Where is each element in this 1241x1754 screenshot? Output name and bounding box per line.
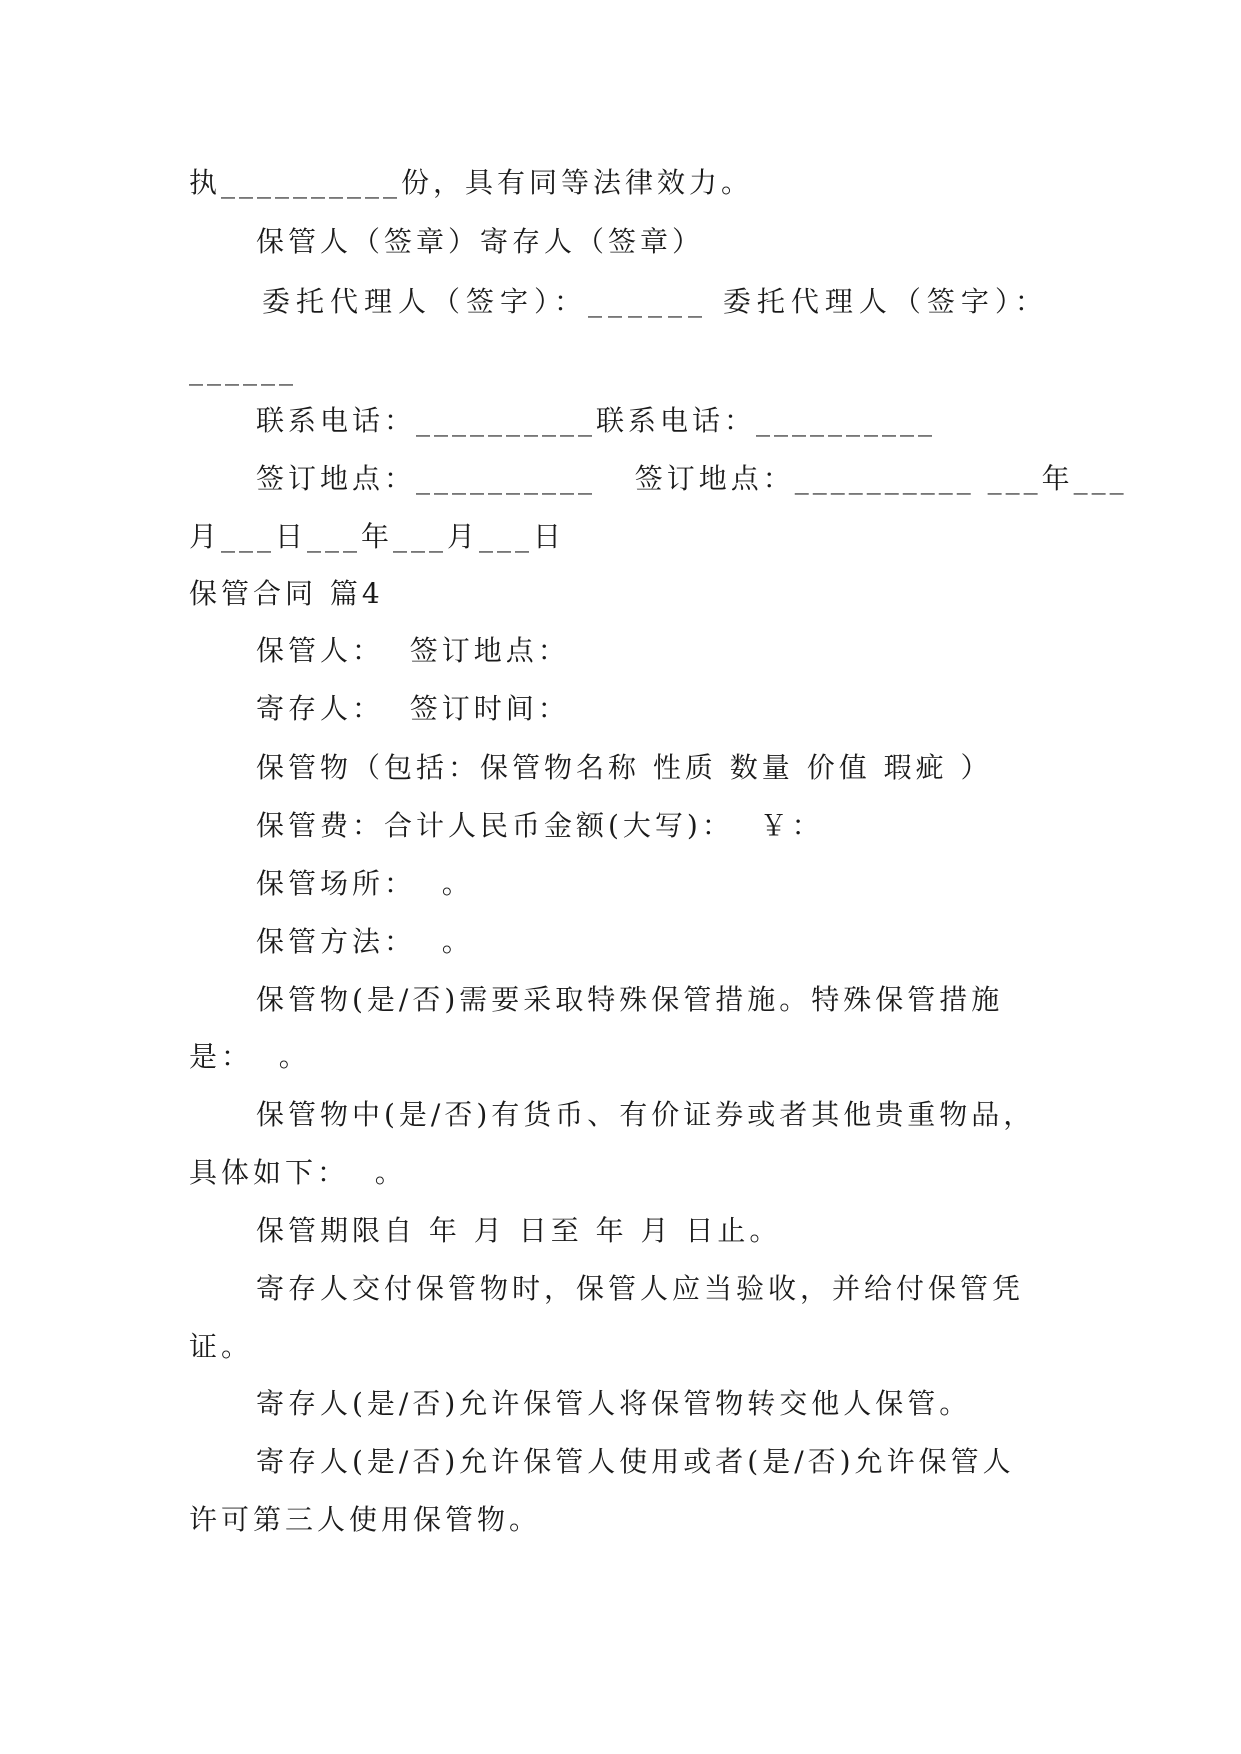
text-line: 保管物（包括：保管物名称 性质 数量 价值 瑕疵 ）	[256, 751, 993, 784]
text-line: 寄存人： 签订时间：	[256, 692, 570, 725]
text-line: 保管物中(是/否)有货币、有价证券或者其他贵重物品，	[256, 1098, 1036, 1131]
text-line: 委托代理人（签字）：______ 委托代理人（签字）：	[262, 285, 1049, 318]
text-line: 保管场所： 。	[256, 867, 474, 900]
section-heading: 保管合同 篇4	[189, 577, 384, 610]
text-line: 保管费：合计人民币金额(大写)： ￥：	[256, 809, 824, 842]
text-line: 证。	[189, 1330, 254, 1363]
text-line: 签订地点：__________ 签订地点：__________ ___年___	[256, 462, 1128, 495]
text-line: 许可第三人使用保管物。	[189, 1503, 542, 1536]
text-line: 具体如下： 。	[189, 1156, 407, 1189]
text-line: 保管方法： 。	[256, 925, 474, 958]
text-line: 保管物(是/否)需要采取特殊保管措施。特殊保管措施	[256, 983, 1004, 1016]
text-line: ______	[189, 353, 297, 386]
text-line: 月___日___年___月___日	[189, 520, 566, 553]
text-line: 寄存人交付保管物时，保管人应当验收，并给付保管凭	[256, 1272, 1025, 1305]
text-line: 执__________份，具有同等法律效力。	[189, 166, 754, 199]
text-line: 联系电话：__________联系电话：__________	[256, 404, 937, 437]
text-line: 保管人： 签订地点：	[256, 634, 570, 667]
text-line: 寄存人(是/否)允许保管人将保管物转交他人保管。	[256, 1387, 972, 1420]
text-line: 寄存人(是/否)允许保管人使用或者(是/否)允许保管人	[256, 1445, 1015, 1478]
text-line: 保管期限自 年 月 日至 年 月 日止。	[256, 1214, 782, 1247]
text-line: 是： 。	[189, 1040, 311, 1073]
text-line: 保管人（签章）寄存人（签章）	[256, 225, 705, 258]
